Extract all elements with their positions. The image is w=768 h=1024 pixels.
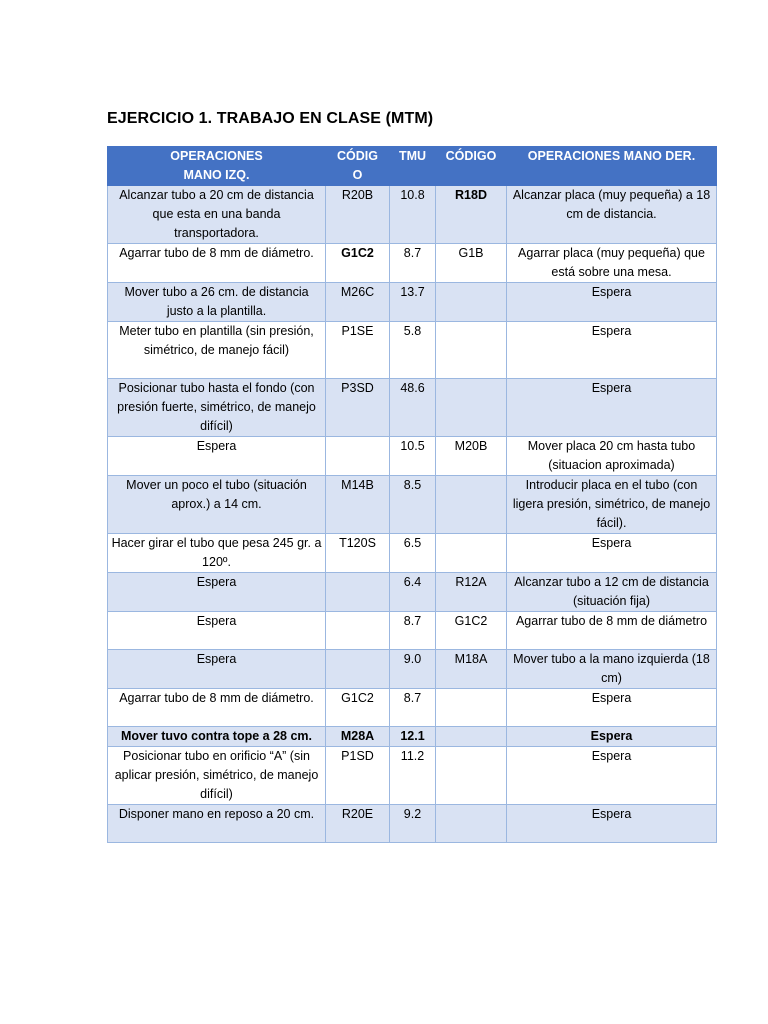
code-right-cell bbox=[436, 322, 507, 379]
table-row bbox=[108, 805, 717, 843]
table-row bbox=[108, 437, 717, 476]
code-left-cell: M26C bbox=[326, 283, 390, 322]
tmu-cell: 8.5 bbox=[390, 476, 436, 534]
ops-right-cell: Espera bbox=[507, 379, 717, 437]
tmu-cell: 11.2 bbox=[390, 747, 436, 805]
code-left-cell: M28A bbox=[326, 727, 390, 747]
code-left-cell: T120S bbox=[326, 534, 390, 573]
ops-left-cell: Posicionar tubo en orificio “A” (sin aplicar presión, simétrico, de manejo difícil) bbox=[108, 747, 326, 805]
ops-left-cell: Espera bbox=[108, 437, 326, 476]
ops-right-cell: Espera bbox=[507, 805, 717, 843]
ops-right-cell: Mover tubo a la mano izquierda (18 cm) bbox=[507, 650, 717, 689]
code-right-cell bbox=[436, 727, 507, 747]
ops-left-cell: Meter tubo en plantilla (sin presión, simétrico, de manejo fácil) bbox=[108, 322, 326, 379]
tmu-cell: 8.7 bbox=[390, 689, 436, 727]
tmu-cell: 10.5 bbox=[390, 437, 436, 476]
tmu-cell: 6.4 bbox=[390, 573, 436, 612]
code-right-cell: M20B bbox=[436, 437, 507, 476]
code-right-cell: R12A bbox=[436, 573, 507, 612]
code-left-cell: R20B bbox=[326, 186, 390, 244]
header-code-right: CÓDIGO bbox=[436, 147, 507, 186]
ops-left-cell: Espera bbox=[108, 573, 326, 612]
table-row bbox=[108, 727, 717, 747]
code-left-cell: R20E bbox=[326, 805, 390, 843]
ops-left-cell: Agarrar tubo de 8 mm de diámetro. bbox=[108, 689, 326, 727]
header-code-left: CÓDIG O bbox=[326, 147, 390, 186]
table-row bbox=[108, 244, 717, 283]
tmu-cell: 48.6 bbox=[390, 379, 436, 437]
table-row bbox=[108, 689, 717, 727]
code-right-cell bbox=[436, 747, 507, 805]
tmu-cell: 5.8 bbox=[390, 322, 436, 379]
code-right-cell: G1B bbox=[436, 244, 507, 283]
tmu-cell: 9.2 bbox=[390, 805, 436, 843]
code-left-cell: G1C2 bbox=[326, 689, 390, 727]
code-right-cell bbox=[436, 476, 507, 534]
tmu-cell: 8.7 bbox=[390, 244, 436, 283]
table-row bbox=[108, 379, 717, 437]
code-left-cell: G1C2 bbox=[326, 244, 390, 283]
header-ops-left: OPERACIONES MANO IZQ. bbox=[108, 147, 326, 186]
header-ops-right: OPERACIONES MANO DER. bbox=[507, 147, 717, 186]
ops-left-cell: Agarrar tubo de 8 mm de diámetro. bbox=[108, 244, 326, 283]
ops-left-cell: Espera bbox=[108, 650, 326, 689]
table-row bbox=[108, 650, 717, 689]
mtm-table bbox=[107, 146, 717, 843]
tmu-cell: 8.7 bbox=[390, 612, 436, 650]
tmu-cell: 10.8 bbox=[390, 186, 436, 244]
ops-right-cell: Espera bbox=[507, 534, 717, 573]
tmu-cell: 6.5 bbox=[390, 534, 436, 573]
table-row bbox=[108, 476, 717, 534]
code-right-cell: M18A bbox=[436, 650, 507, 689]
table-header bbox=[108, 147, 717, 186]
code-left-cell: P3SD bbox=[326, 379, 390, 437]
ops-left-cell: Posicionar tubo hasta el fondo (con presión fuerte, simétrico, de manejo difícil) bbox=[108, 379, 326, 437]
code-left-cell bbox=[326, 437, 390, 476]
ops-left-cell: Hacer girar el tubo que pesa 245 gr. a 120º. bbox=[108, 534, 326, 573]
code-left-cell bbox=[326, 573, 390, 612]
code-left-cell bbox=[326, 650, 390, 689]
ops-right-cell: Introducir placa en el tubo (con ligera presión, simétrico, de manejo fácil). bbox=[507, 476, 717, 534]
header-tmu: TMU bbox=[390, 147, 436, 186]
ops-right-cell: Agarrar placa (muy pequeña) que está sobre una mesa. bbox=[507, 244, 717, 283]
code-right-cell bbox=[436, 283, 507, 322]
ops-right-cell: Espera bbox=[507, 747, 717, 805]
ops-right-cell: Espera bbox=[507, 689, 717, 727]
tmu-cell: 12.1 bbox=[390, 727, 436, 747]
code-left-cell: P1SE bbox=[326, 322, 390, 379]
ops-left-cell: Mover un poco el tubo (situación aprox.) a 14 cm. bbox=[108, 476, 326, 534]
table-row bbox=[108, 283, 717, 322]
ops-left-cell: Mover tuvo contra tope a 28 cm. bbox=[108, 727, 326, 747]
ops-left-cell: Espera bbox=[108, 612, 326, 650]
table-row bbox=[108, 573, 717, 612]
table-body bbox=[108, 186, 717, 843]
ops-left-cell: Disponer mano en reposo a 20 cm. bbox=[108, 805, 326, 843]
ops-right-cell: Mover placa 20 cm hasta tubo (situacion aproximada) bbox=[507, 437, 717, 476]
table-row bbox=[108, 534, 717, 573]
table-row bbox=[108, 322, 717, 379]
code-left-cell: P1SD bbox=[326, 747, 390, 805]
code-right-cell: G1C2 bbox=[436, 612, 507, 650]
tmu-cell: 9.0 bbox=[390, 650, 436, 689]
ops-left-cell: Alcanzar tubo a 20 cm de distancia que esta en una banda transportadora. bbox=[108, 186, 326, 244]
tmu-cell: 13.7 bbox=[390, 283, 436, 322]
table-row bbox=[108, 612, 717, 650]
ops-right-cell: Alcanzar placa (muy pequeña) a 18 cm de distancia. bbox=[507, 186, 717, 244]
code-right-cell bbox=[436, 805, 507, 843]
table-row bbox=[108, 747, 717, 805]
ops-right-cell: Espera bbox=[507, 283, 717, 322]
code-right-cell bbox=[436, 534, 507, 573]
code-right-cell bbox=[436, 689, 507, 727]
page-title: EJERCICIO 1. TRABAJO EN CLASE (MTM) bbox=[107, 110, 434, 127]
ops-right-cell: Alcanzar tubo a 12 cm de distancia (situación fija) bbox=[507, 573, 717, 612]
ops-left-cell: Mover tubo a 26 cm. de distancia justo a la plantilla. bbox=[108, 283, 326, 322]
code-left-cell bbox=[326, 612, 390, 650]
code-right-cell bbox=[436, 379, 507, 437]
ops-right-cell: Espera bbox=[507, 322, 717, 379]
table-row bbox=[108, 186, 717, 244]
ops-right-cell: Espera bbox=[507, 727, 717, 747]
ops-right-cell: Agarrar tubo de 8 mm de diámetro bbox=[507, 612, 717, 650]
code-right-cell: R18D bbox=[436, 186, 507, 244]
code-left-cell: M14B bbox=[326, 476, 390, 534]
header-row bbox=[108, 147, 717, 186]
